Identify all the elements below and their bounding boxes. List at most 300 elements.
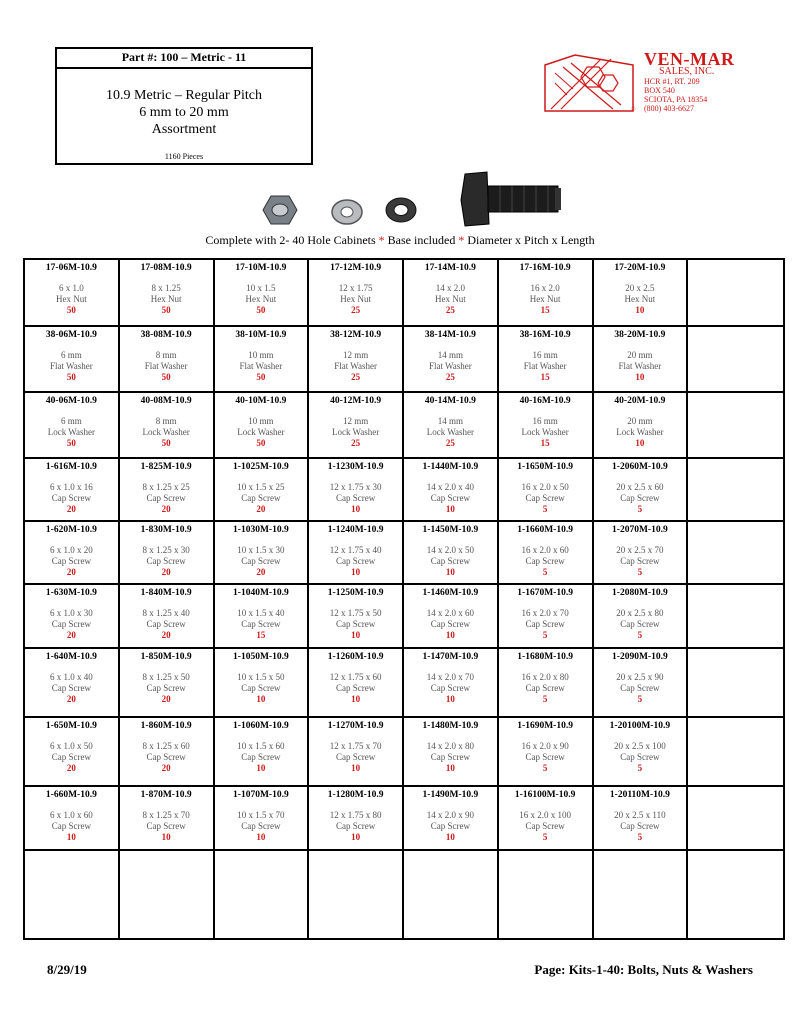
- part-code: 1-1690M-10.9: [517, 721, 573, 731]
- description-line-3: Assortment: [151, 122, 217, 137]
- grid-cell: [499, 459, 594, 522]
- grid-cell: [499, 649, 594, 718]
- grid-cell: [688, 459, 783, 522]
- part-code: 1-2070M-10.9: [612, 525, 668, 535]
- part-spec: 10 x 1.5 x 30: [237, 545, 285, 555]
- part-info-box: [55, 47, 313, 165]
- grid-cell: [499, 718, 594, 787]
- part-type: Lock Washer: [331, 427, 380, 437]
- part-spec: 20 x 2.5 x 60: [616, 482, 664, 492]
- part-type: Cap Screw: [146, 683, 186, 693]
- part-type: Flat Washer: [428, 361, 472, 371]
- company-subtitle: SALES, INC.: [659, 66, 715, 77]
- grid-cell: [215, 522, 310, 585]
- part-quantity: 50: [161, 438, 171, 448]
- part-spec: 16 x 2.0 x 70: [521, 608, 569, 618]
- part-code: 1-1680M-10.9: [517, 652, 573, 662]
- part-code: 38-10M-10.9: [235, 330, 287, 340]
- part-type: Cap Screw: [241, 619, 281, 629]
- part-code: 38-12M-10.9: [330, 330, 382, 340]
- part-spec: 6 mm: [60, 350, 82, 360]
- part-code: [309, 851, 402, 854]
- part-code: [688, 585, 783, 588]
- part-code: [404, 851, 497, 854]
- part-spec: 14 x 2.0 x 90: [426, 810, 474, 820]
- part-code: 40-20M-10.9: [614, 396, 666, 406]
- part-type: Cap Screw: [241, 821, 281, 831]
- part-type: Lock Washer: [521, 427, 569, 437]
- part-quantity: 10: [445, 763, 455, 773]
- part-spec: 10 x 1.5 x 40: [237, 608, 285, 618]
- part-code: 40-14M-10.9: [424, 396, 476, 406]
- part-code: 38-14M-10.9: [424, 330, 476, 340]
- part-spec: 16 x 2.0 x 50: [521, 482, 569, 492]
- part-spec: 10 x 1.5 x 25: [237, 482, 285, 492]
- part-spec: 6 x 1.0 x 16: [50, 482, 93, 492]
- part-code: 1-1460M-10.9: [422, 588, 479, 598]
- part-code: 1-620M-10.9: [45, 525, 97, 535]
- grid-cell: [309, 787, 404, 851]
- grid-cell: [404, 327, 499, 393]
- part-code: [499, 851, 592, 854]
- grid-cell: [594, 459, 689, 522]
- part-spec: 8 x 1.25 x 60: [142, 741, 190, 751]
- part-quantity: 5: [542, 832, 548, 842]
- part-type: Cap Screw: [51, 821, 91, 831]
- part-quantity: 25: [445, 438, 455, 448]
- part-spec: 10 x 1.5 x 60: [237, 741, 285, 751]
- part-code: 1-870M-10.9: [140, 790, 192, 800]
- grid-cell: [25, 851, 120, 938]
- grid-cell: [25, 585, 120, 649]
- grid-cell: [309, 851, 404, 938]
- grid-cell: [499, 851, 594, 938]
- grid-cell: [309, 585, 404, 649]
- part-type: Lock Washer: [616, 427, 664, 437]
- part-spec: 20 x 2.5 x 70: [616, 545, 664, 555]
- grid-cell: [594, 522, 689, 585]
- grid-cell: [594, 649, 689, 718]
- part-code: 1-850M-10.9: [140, 652, 192, 662]
- part-code: 1-1280M-10.9: [327, 790, 384, 800]
- part-quantity: 10: [256, 763, 266, 773]
- part-code: [688, 459, 783, 462]
- part-spec: 14 mm: [437, 350, 463, 360]
- part-code: [688, 522, 783, 525]
- grid-cell: [688, 649, 783, 718]
- part-spec: 14 x 2.0 x 50: [426, 545, 474, 555]
- part-spec: 6 mm: [60, 416, 82, 426]
- part-quantity: 50: [256, 372, 266, 382]
- part-quantity: 20: [66, 694, 76, 704]
- grid-cell: [120, 718, 215, 787]
- part-quantity: 10: [351, 694, 361, 704]
- part-spec: 16 x 2.0 x 80: [521, 672, 569, 682]
- part-spec: 8 x 1.25 x 30: [142, 545, 190, 555]
- part-number: Part #: 100 – Metric - 11: [57, 49, 311, 69]
- part-code: 38-06M-10.9: [45, 330, 97, 340]
- part-quantity: 10: [256, 832, 266, 842]
- grid-cell: [309, 718, 404, 787]
- grid-cell: [594, 851, 689, 938]
- part-code: 1-830M-10.9: [140, 525, 192, 535]
- part-code: 38-08M-10.9: [140, 330, 192, 340]
- address-line-2: BOX 540: [644, 86, 675, 95]
- part-code: 1-1040M-10.9: [233, 588, 289, 598]
- part-code: 1-1260M-10.9: [327, 652, 384, 662]
- part-spec: 20 mm: [627, 350, 653, 360]
- caption-star-1: *: [378, 233, 385, 247]
- part-quantity: 50: [66, 438, 76, 448]
- part-code: 1-616M-10.9: [45, 462, 97, 472]
- part-type: Cap Screw: [146, 821, 186, 831]
- part-type: Cap Screw: [146, 619, 186, 629]
- grid-cell: [309, 649, 404, 718]
- grid-cell: [309, 459, 404, 522]
- part-type: Cap Screw: [51, 493, 91, 503]
- part-quantity: 10: [635, 372, 645, 382]
- grid-cell: [120, 851, 215, 938]
- part-spec: 14 x 2.0 x 60: [426, 608, 474, 618]
- part-spec: 6 x 1.0 x 60: [50, 810, 93, 820]
- part-quantity: 10: [445, 630, 455, 640]
- part-code: 40-10M-10.9: [235, 396, 287, 406]
- grid-cell: [215, 851, 310, 938]
- part-spec: 10 mm: [248, 350, 274, 360]
- part-code: 1-20110M-10.9: [609, 790, 670, 800]
- grid-cell: [688, 260, 783, 327]
- part-code: 1-1250M-10.9: [327, 588, 384, 598]
- part-code: 40-06M-10.9: [45, 396, 97, 406]
- grid-cell: [499, 585, 594, 649]
- part-quantity: 50: [256, 438, 266, 448]
- part-spec: 10 x 1.5 x 70: [237, 810, 285, 820]
- part-quantity: 5: [637, 567, 643, 577]
- part-quantity: 5: [542, 763, 548, 773]
- part-type: Hex Nut: [624, 294, 656, 304]
- part-code: 1-2060M-10.9: [612, 462, 668, 472]
- hardware-illustration: [255, 166, 585, 230]
- grid-cell: [688, 851, 783, 938]
- grid-cell: [215, 393, 310, 459]
- part-type: Cap Screw: [620, 493, 660, 503]
- part-type: Cap Screw: [430, 683, 470, 693]
- part-description: [57, 69, 311, 138]
- part-spec: 12 x 1.75 x 30: [329, 482, 382, 492]
- part-spec: 14 x 2.0 x 70: [426, 672, 474, 682]
- part-code: [688, 649, 783, 652]
- part-quantity: 5: [637, 832, 643, 842]
- part-type: Cap Screw: [241, 556, 281, 566]
- part-code: 1-1240M-10.9: [327, 525, 384, 535]
- grid-cell: [404, 585, 499, 649]
- part-spec: 16 x 2.0 x 60: [521, 545, 569, 555]
- grid-cell: [25, 649, 120, 718]
- grid-cell: [404, 393, 499, 459]
- part-spec: 12 x 1.75 x 80: [329, 810, 382, 820]
- part-code: 1-1450M-10.9: [422, 525, 479, 535]
- part-quantity: 20: [161, 763, 171, 773]
- part-type: Cap Screw: [525, 493, 565, 503]
- part-spec: 6 x 1.0 x 20: [50, 545, 93, 555]
- part-spec: 8 mm: [155, 416, 177, 426]
- part-type: Cap Screw: [336, 683, 376, 693]
- part-type: Cap Screw: [336, 493, 376, 503]
- grid-cell: [688, 393, 783, 459]
- part-code: 17-20M-10.9: [614, 263, 666, 273]
- part-type: Lock Washer: [237, 427, 285, 437]
- footer-date: 8/29/19: [47, 962, 87, 977]
- part-spec: 14 mm: [437, 416, 463, 426]
- part-type: Cap Screw: [146, 752, 186, 762]
- part-quantity: 10: [351, 832, 361, 842]
- company-address: [644, 77, 707, 113]
- part-type: Cap Screw: [336, 556, 376, 566]
- company-name: VEN-MAR: [644, 49, 735, 69]
- part-code: 1-20100M-10.9: [609, 721, 671, 731]
- grid-cell: [120, 393, 215, 459]
- part-type: Cap Screw: [525, 619, 565, 629]
- part-code: 1-1490M-10.9: [422, 790, 479, 800]
- part-quantity: 10: [351, 630, 361, 640]
- part-code: 1-1650M-10.9: [517, 462, 573, 472]
- part-code: 1-860M-10.9: [140, 721, 192, 731]
- grid-cell: [594, 327, 689, 393]
- part-spec: 12 x 1.75 x 40: [329, 545, 382, 555]
- part-spec: 8 x 1.25 x 40: [142, 608, 190, 618]
- grid-cell: [404, 718, 499, 787]
- part-type: Cap Screw: [620, 683, 660, 693]
- part-type: Lock Washer: [142, 427, 190, 437]
- part-quantity: 10: [635, 438, 645, 448]
- part-code: [688, 718, 783, 721]
- part-code: [688, 393, 783, 396]
- grid-cell: [120, 459, 215, 522]
- part-type: Flat Washer: [334, 361, 378, 371]
- part-type: Cap Screw: [525, 556, 565, 566]
- part-code: 40-08M-10.9: [140, 396, 192, 406]
- assortment-caption: [0, 233, 800, 248]
- part-type: Lock Washer: [426, 427, 475, 437]
- description-line-2: 6 mm to 20 mm: [139, 105, 229, 120]
- part-quantity: 20: [66, 630, 76, 640]
- grid-cell: [499, 393, 594, 459]
- part-code: 38-20M-10.9: [614, 330, 666, 340]
- part-code: 40-16M-10.9: [519, 396, 571, 406]
- part-spec: 16 mm: [532, 416, 558, 426]
- grid-cell: [309, 260, 404, 327]
- part-code: [120, 851, 213, 854]
- grid-cell: [309, 522, 404, 585]
- grid-cell: [688, 327, 783, 393]
- part-type: Flat Washer: [523, 361, 567, 371]
- part-quantity: 10: [66, 832, 76, 842]
- part-code: 1-1270M-10.9: [327, 721, 384, 731]
- part-type: Cap Screw: [525, 752, 565, 762]
- grid-cell: [25, 393, 120, 459]
- part-quantity: 15: [540, 438, 550, 448]
- cap-screw-icon: [461, 172, 561, 226]
- part-type: Cap Screw: [620, 752, 660, 762]
- part-quantity: 5: [637, 504, 643, 514]
- part-type: Hex Nut: [56, 294, 87, 304]
- grid-cell: [594, 585, 689, 649]
- part-quantity: 10: [635, 305, 645, 315]
- part-code: 1-840M-10.9: [140, 588, 192, 598]
- part-type: Lock Washer: [47, 427, 96, 437]
- part-code: [688, 787, 783, 790]
- part-quantity: 20: [256, 567, 266, 577]
- part-quantity: 20: [256, 504, 266, 514]
- grid-cell: [499, 327, 594, 393]
- part-spec: 8 x 1.25 x 50: [142, 672, 190, 682]
- part-quantity: 5: [637, 694, 643, 704]
- part-spec: 16 mm: [532, 350, 558, 360]
- part-code: [594, 851, 687, 854]
- part-code: [688, 260, 783, 263]
- grid-cell: [404, 787, 499, 851]
- part-spec: 16 x 2.0 x 100: [519, 810, 571, 820]
- grid-cell: [215, 260, 310, 327]
- hex-nut-icon: [263, 196, 297, 224]
- grid-cell: [499, 522, 594, 585]
- caption-star-2: *: [458, 233, 465, 247]
- part-code: [688, 327, 783, 330]
- part-quantity: 50: [161, 372, 171, 382]
- grid-cell: [309, 327, 404, 393]
- part-quantity: 10: [351, 763, 361, 773]
- part-type: Cap Screw: [51, 556, 91, 566]
- part-type: Hex Nut: [529, 294, 561, 304]
- part-type: Hex Nut: [150, 294, 182, 304]
- part-type: Cap Screw: [430, 752, 470, 762]
- part-quantity: 10: [161, 832, 171, 842]
- part-code: 1-1660M-10.9: [517, 525, 573, 535]
- grid-cell: [309, 393, 404, 459]
- part-spec: 12 x 1.75 x 50: [329, 608, 382, 618]
- grid-cell: [25, 327, 120, 393]
- bolt-logo-icon: [543, 53, 635, 113]
- part-quantity: 25: [351, 305, 361, 315]
- part-quantity: 25: [351, 372, 361, 382]
- part-code: 1-1670M-10.9: [517, 588, 573, 598]
- part-code: 17-12M-10.9: [330, 263, 382, 273]
- part-code: [25, 851, 118, 854]
- grid-cell: [688, 585, 783, 649]
- part-code: 1-1060M-10.9: [233, 721, 289, 731]
- part-quantity: 5: [542, 630, 548, 640]
- grid-cell: [404, 459, 499, 522]
- part-code: 38-16M-10.9: [519, 330, 571, 340]
- piece-count: 1160 Pieces: [164, 152, 204, 161]
- grid-cell: [25, 718, 120, 787]
- part-type: Cap Screw: [146, 556, 186, 566]
- grid-cell: [120, 585, 215, 649]
- part-type: Hex Nut: [245, 294, 277, 304]
- part-code: 1-1025M-10.9: [233, 462, 289, 472]
- caption-text-2: Base included: [384, 233, 459, 247]
- grid-cell: [404, 649, 499, 718]
- part-spec: 12 mm: [342, 350, 369, 360]
- part-code: 1-825M-10.9: [140, 462, 192, 472]
- part-spec: 20 x 2.5: [625, 283, 655, 293]
- grid-cell: [120, 649, 215, 718]
- part-type: Cap Screw: [241, 683, 281, 693]
- part-type: Hex Nut: [340, 294, 371, 304]
- grid-cell: [120, 327, 215, 393]
- part-spec: 12 x 1.75: [338, 283, 373, 293]
- part-code: 17-08M-10.9: [140, 263, 192, 273]
- part-spec: 6 x 1.0 x 30: [50, 608, 93, 618]
- part-type: Cap Screw: [336, 821, 376, 831]
- part-spec: 16 x 2.0 x 90: [521, 741, 569, 751]
- part-spec: 8 x 1.25: [151, 283, 181, 293]
- grid-cell: [215, 327, 310, 393]
- part-type: Cap Screw: [620, 821, 660, 831]
- part-type: Cap Screw: [51, 619, 91, 629]
- part-code: 1-640M-10.9: [45, 652, 97, 662]
- part-quantity: 15: [540, 305, 550, 315]
- part-spec: 14 x 2.0 x 40: [426, 482, 474, 492]
- part-type: Cap Screw: [430, 619, 470, 629]
- part-type: Cap Screw: [51, 683, 91, 693]
- part-spec: 20 x 2.5 x 80: [616, 608, 664, 618]
- part-spec: 12 x 1.75 x 70: [329, 741, 382, 751]
- grid-cell: [688, 718, 783, 787]
- part-code: 17-06M-10.9: [45, 263, 97, 273]
- part-quantity: 25: [445, 305, 455, 315]
- address-line-3: SCIOTA, PA 18354: [644, 95, 708, 104]
- caption-text-3: Diameter x Pitch x Length: [464, 233, 595, 247]
- grid-cell: [404, 260, 499, 327]
- part-spec: 8 x 1.25 x 25: [142, 482, 190, 492]
- part-code: 17-16M-10.9: [519, 263, 571, 273]
- part-spec: 20 x 2.5 x 90: [616, 672, 664, 682]
- grid-cell: [594, 260, 689, 327]
- grid-cell: [215, 585, 310, 649]
- part-spec: 10 x 1.5: [246, 283, 276, 293]
- part-type: Cap Screw: [525, 821, 565, 831]
- part-spec: 6 x 1.0 x 40: [50, 672, 93, 682]
- part-spec: 20 mm: [627, 416, 653, 426]
- part-quantity: 15: [540, 372, 550, 382]
- part-type: Cap Screw: [336, 619, 376, 629]
- part-quantity: 10: [445, 567, 455, 577]
- part-code: 17-10M-10.9: [235, 263, 287, 273]
- part-type: Cap Screw: [51, 752, 91, 762]
- part-spec: 12 x 1.75 x 60: [329, 672, 382, 682]
- flat-washer-icon: [332, 200, 362, 224]
- part-code: 1-1470M-10.9: [422, 652, 479, 662]
- part-quantity: 20: [66, 763, 76, 773]
- grid-cell: [215, 787, 310, 851]
- part-type: Cap Screw: [620, 556, 660, 566]
- address-line-4: (800) 403-6627: [644, 104, 694, 113]
- part-code: 1-1050M-10.9: [233, 652, 289, 662]
- caption-text-1: Complete with 2- 40 Hole Cabinets: [205, 233, 379, 247]
- part-quantity: 5: [542, 694, 548, 704]
- part-quantity: 5: [637, 763, 643, 773]
- part-quantity: 50: [66, 372, 76, 382]
- part-code: 1-2090M-10.9: [612, 652, 668, 662]
- part-quantity: 20: [161, 567, 171, 577]
- part-type: Cap Screw: [241, 493, 281, 503]
- part-type: Cap Screw: [146, 493, 186, 503]
- part-quantity: 20: [66, 567, 76, 577]
- part-spec: 14 x 2.0: [435, 283, 465, 293]
- part-spec: 6 x 1.0: [59, 283, 84, 293]
- lock-washer-icon: [386, 198, 416, 222]
